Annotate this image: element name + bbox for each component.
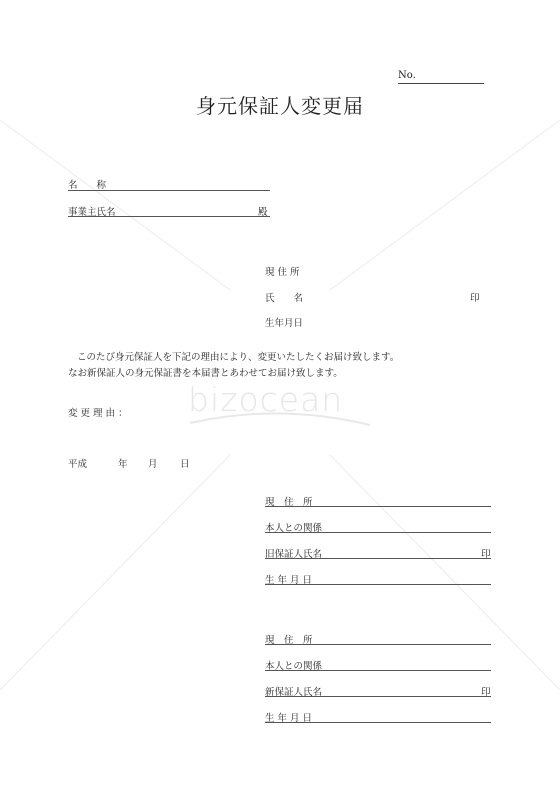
applicant-name-label: 氏 名 bbox=[265, 293, 304, 304]
new-guarantor-birthdate-line[interactable] bbox=[265, 722, 491, 723]
watermark-swoosh bbox=[185, 405, 375, 435]
date-month: 月 bbox=[148, 459, 158, 470]
number-field-line[interactable] bbox=[398, 83, 484, 84]
new-guarantor-name-label: 新保証人氏名 bbox=[265, 687, 323, 698]
old-guarantor-relation-line[interactable] bbox=[265, 532, 491, 533]
body-line-2: なお新保証人の身元保証書を本届書とあわせてお届け致します。 bbox=[68, 368, 343, 379]
old-guarantor-birthdate-label: 生 年 月 日 bbox=[265, 575, 313, 586]
old-guarantor-name-label: 旧保証人氏名 bbox=[265, 549, 323, 560]
old-guarantor-address-label: 現 住 所 bbox=[265, 497, 313, 508]
new-guarantor-seal: 印 bbox=[481, 687, 491, 698]
change-reason-label: 変 更 理 由 ： bbox=[68, 408, 128, 419]
company-name-label: 名 称 bbox=[68, 180, 107, 191]
watermark-logo: bizocean bbox=[188, 380, 344, 419]
owner-name-line[interactable] bbox=[68, 216, 270, 217]
date-day: 日 bbox=[180, 459, 190, 470]
old-guarantor-seal: 印 bbox=[481, 549, 491, 560]
old-guarantor-birthdate-line[interactable] bbox=[265, 584, 491, 585]
owner-name-label: 事業主氏名 bbox=[68, 207, 116, 218]
new-guarantor-name-line[interactable] bbox=[265, 696, 491, 697]
new-guarantor-address-label: 現 住 所 bbox=[265, 635, 313, 646]
applicant-seal: 印 bbox=[470, 293, 480, 304]
new-guarantor-relation-label: 本人との関係 bbox=[265, 661, 323, 672]
date-era: 平成 bbox=[68, 459, 88, 470]
new-guarantor-address-line[interactable] bbox=[265, 644, 491, 645]
document-title: 身元保証人変更届 bbox=[196, 94, 364, 118]
body-line-1: このたび身元保証人を下記の理由により、変更いたしたくお届け致します。 bbox=[77, 352, 400, 363]
old-guarantor-address-line[interactable] bbox=[265, 506, 491, 507]
old-guarantor-name-line[interactable] bbox=[265, 558, 491, 559]
date-year: 年 bbox=[118, 459, 128, 470]
new-guarantor-birthdate-label: 生 年 月 日 bbox=[265, 713, 313, 724]
applicant-birthdate-label: 生年月日 bbox=[265, 318, 304, 329]
honorific: 殿 bbox=[258, 207, 268, 218]
company-name-line[interactable] bbox=[68, 190, 270, 191]
applicant-address-label: 現 住 所 bbox=[265, 267, 300, 278]
new-guarantor-relation-line[interactable] bbox=[265, 670, 491, 671]
old-guarantor-relation-label: 本人との関係 bbox=[265, 523, 323, 534]
number-label: No. bbox=[398, 70, 416, 81]
